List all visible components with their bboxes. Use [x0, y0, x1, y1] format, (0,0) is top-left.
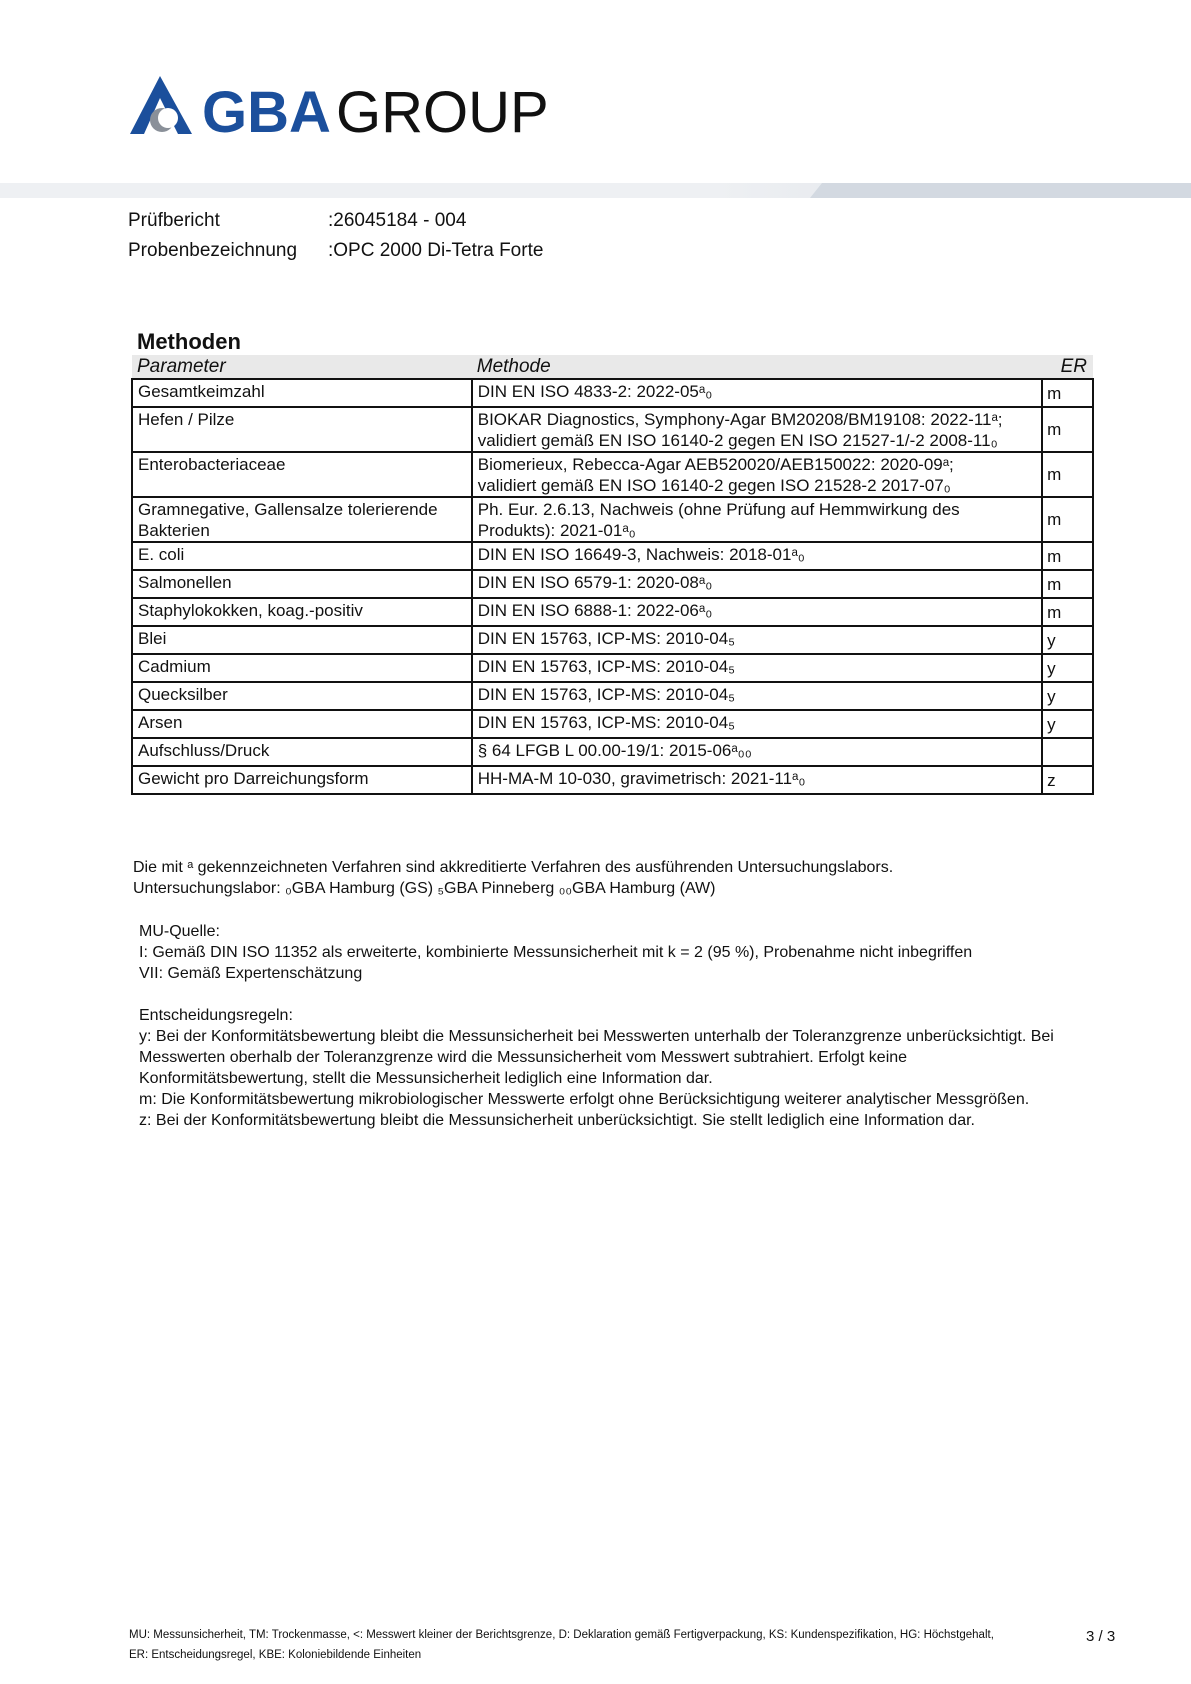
table-header-row — [132, 355, 1093, 379]
cell-parameter: Enterobacteriaceae — [132, 452, 472, 497]
cell-er: y — [1042, 682, 1093, 710]
page-number: 3 / 3 — [1086, 1628, 1116, 1645]
cell-method: § 64 LFGB L 00.00-19/1: 2015-06ᵃ₀₀ — [472, 738, 1042, 766]
report-number-value: :26045184 - 004 — [328, 210, 467, 231]
footer-abbreviations-line-2: ER: Entscheidungsregel, KBE: Koloniebildende Einheiten — [129, 1649, 422, 1661]
cell-er: m — [1042, 452, 1093, 497]
table-row — [132, 570, 1093, 598]
cell-method: BIOKAR Diagnostics, Symphony-Agar BM20208/BM19108: 2022-11ᵃ; validiert gemäß EN ISO 16140-2 gegen EN ISO 21527-1/-2 2008-11₀ — [472, 407, 1042, 452]
cell-parameter: Gramnegative, Gallensalze tolerierende Bakterien — [132, 497, 472, 542]
table-row — [132, 626, 1093, 654]
cell-parameter: Gesamtkeimzahl — [132, 379, 472, 407]
table-row — [132, 710, 1093, 738]
table-row — [132, 766, 1093, 794]
cell-method: Biomerieux, Rebecca-Agar AEB520020/AEB150022: 2020-09ᵃ; validiert gemäß EN ISO 16140-2 gegen ISO 21528-2 2017-07₀ — [472, 452, 1042, 497]
cell-method: HH-MA-M 10-030, gravimetrisch: 2021-11ᵃ₀ — [472, 766, 1042, 794]
cell-parameter: Staphylokokken, koag.-positiv — [132, 598, 472, 626]
cell-method: DIN EN ISO 6888-1: 2022-06ᵃ₀ — [472, 598, 1042, 626]
cell-method: DIN EN ISO 16649-3, Nachweis: 2018-01ᵃ₀ — [472, 542, 1042, 570]
mu-source-title: MU-Quelle: — [139, 923, 220, 940]
header-parameter: Parameter — [132, 355, 472, 379]
cell-parameter: Blei — [132, 626, 472, 654]
methods-table — [131, 355, 1094, 795]
accreditation-notes — [133, 857, 893, 899]
cell-method: DIN EN 15763, ICP-MS: 2010-04₅ — [472, 626, 1042, 654]
header-method: Methode — [472, 355, 1042, 379]
cell-er: y — [1042, 654, 1093, 682]
table-row — [132, 542, 1093, 570]
cell-parameter: Arsen — [132, 710, 472, 738]
gba-logo-mark-icon — [130, 76, 650, 142]
table-row — [132, 379, 1093, 407]
cell-parameter: Cadmium — [132, 654, 472, 682]
cell-er: m — [1042, 379, 1093, 407]
header-er: ER — [1042, 355, 1093, 379]
footer-abbreviations-line-1: MU: Messunsicherheit, TM: Trockenmasse, <: Messwert kleiner der Berichtsgrenze, D: Deklaration gemäß Fertigverpackung, KS: Kundenspezifikation, HG: Höchstgehalt, — [129, 1629, 994, 1641]
header-divider-accent — [810, 183, 1191, 198]
cell-er: m — [1042, 542, 1093, 570]
cell-er: m — [1042, 407, 1093, 452]
accredited-note: Die mit ᵃ gekennzeichneten Verfahren sind akkreditierte Verfahren des ausführenden Untersuchungslabors. — [133, 859, 894, 876]
cell-method: DIN EN ISO 6579-1: 2020-08ᵃ₀ — [472, 570, 1042, 598]
sample-name-value: :OPC 2000 Di-Tetra Forte — [328, 240, 544, 261]
cell-parameter: Aufschluss/Druck — [132, 738, 472, 766]
report-number-label: Prüfbericht — [128, 210, 220, 231]
table-row — [132, 598, 1093, 626]
table-row — [132, 497, 1093, 542]
cell-er — [1042, 738, 1093, 766]
sample-name-label: Probenbezeichnung — [128, 240, 298, 261]
cell-parameter: Hefen / Pilze — [132, 407, 472, 452]
mu-source-notes — [139, 921, 972, 984]
cell-parameter: Salmonellen — [132, 570, 472, 598]
cell-parameter: Quecksilber — [132, 682, 472, 710]
decision-rule-y: y: Bei der Konformitätsbewertung bleibt die Messunsicherheit bei Messwerten unterhalb der Toleranzgrenze unberücksichtigt. Bei Messwerten oberhalb der Toleranzgrenze wird die Messunsicherheit vom Messwert subtrahiert. Erfolgt keine Konformitätsbewertung, stellt die Messunsicherheit lediglich eine Information dar. — [139, 1028, 1054, 1087]
decision-rule-z: z: Bei der Konformitätsbewertung bleibt die Messunsicherheit unberücksichtigt. Sie stellt lediglich eine Information dar. — [139, 1112, 975, 1129]
cell-parameter: E. coli — [132, 542, 472, 570]
table-row — [132, 452, 1093, 497]
decision-rules-title: Entscheidungsregeln: — [139, 1007, 293, 1024]
mu-source-1: I: Gemäß DIN ISO 11352 als erweiterte, kombinierte Messunsicherheit mit k = 2 (95 %), Probenahme nicht inbegriffen — [139, 944, 973, 961]
table-row — [132, 738, 1093, 766]
cell-er: z — [1042, 766, 1093, 794]
table-row — [132, 654, 1093, 682]
logo-text-group: GROUP — [336, 80, 549, 142]
decision-rule-m: m: Die Konformitätsbewertung mikrobiologischer Messwerte erfolgt ohne Berücksichtigung weiterer analytischer Messgrößen. — [139, 1091, 1030, 1108]
mu-source-2: VII: Gemäß Expertenschätzung — [139, 965, 363, 982]
footer-abbreviations — [129, 1625, 1009, 1665]
table-row — [132, 682, 1093, 710]
gba-group-logo — [130, 76, 650, 142]
logo-text-gba: GBA — [202, 80, 331, 142]
cell-method: DIN EN 15763, ICP-MS: 2010-04₅ — [472, 710, 1042, 738]
cell-er: y — [1042, 710, 1093, 738]
table-row — [132, 407, 1093, 452]
cell-method: DIN EN ISO 4833-2: 2022-05ᵃ₀ — [472, 379, 1042, 407]
labs-note: Untersuchungslabor: ₀GBA Hamburg (GS) ₅GBA Pinneberg ₀₀GBA Hamburg (AW) — [133, 880, 716, 897]
section-title-methods: Methoden — [137, 329, 241, 354]
cell-method: DIN EN 15763, ICP-MS: 2010-04₅ — [472, 682, 1042, 710]
cell-er: m — [1042, 497, 1093, 542]
cell-method: Ph. Eur. 2.6.13, Nachweis (ohne Prüfung auf Hemmwirkung des Produkts): 2021-01ᵃ₀ — [472, 497, 1042, 542]
cell-er: m — [1042, 598, 1093, 626]
cell-er: y — [1042, 626, 1093, 654]
decision-rules — [139, 1005, 1079, 1131]
cell-parameter: Gewicht pro Darreichungsform — [132, 766, 472, 794]
cell-method: DIN EN 15763, ICP-MS: 2010-04₅ — [472, 654, 1042, 682]
cell-er: m — [1042, 570, 1093, 598]
